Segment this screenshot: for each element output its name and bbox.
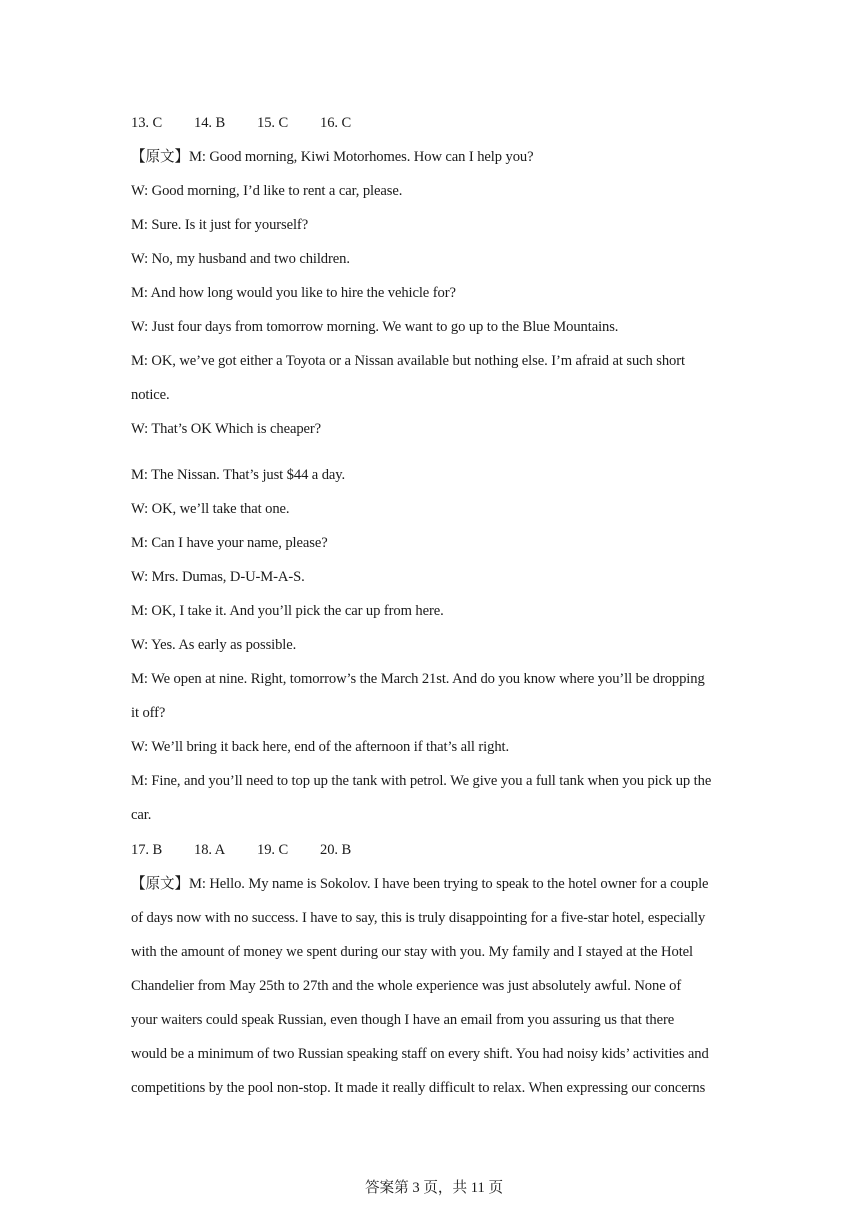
answer-15: 15. C [257,115,289,131]
page-footer: 答案第 3 页，共 11 页 [364,1180,504,1196]
transcript-line: W: That’s OK Which is cheaper? [131,421,322,437]
answer-20: 20. B [320,842,352,858]
answer-17: 17. B [131,842,163,858]
answer-18: 18. A [194,842,226,858]
transcript-line: W: Just four days from tomorrow morning. We want to go up to the Blue Mountains. [131,319,619,335]
transcript-line: car. [131,807,152,823]
transcript-line: notice. [131,387,170,403]
transcript-line: M: Can I have your name, please? [131,535,328,551]
transcript-line: with the amount of money we spent during our stay with you. My family and I stayed at the Hotel [131,944,693,960]
answer-13: 13. C [131,115,163,131]
transcript-line: M: And how long would you like to hire the vehicle for? [131,285,456,301]
answer-row-13-16 [131,113,351,133]
transcript-line: it off? [131,705,166,721]
transcript-line: M: The Nissan. That’s just $44 a day. [131,467,346,483]
answer-16: 16. C [320,115,352,131]
transcript-line: your waiters could speak Russian, even though I have an email from you assuring us that there [131,1012,675,1028]
transcript-line: W: OK, we’ll take that one. [131,501,290,517]
transcript-line: W: Good morning, I’d like to rent a car, please. [131,183,403,199]
transcript-line: M: We open at nine. Right, tomorrow’s the March 21st. And do you know where you’ll be dropping [131,671,705,687]
transcript-line: W: We’ll bring it back here, end of the afternoon if that’s all right. [131,739,510,755]
transcript-line: of days now with no success. I have to say, this is truly disappointing for a five-star hotel, especially [131,910,706,926]
transcript-line: M: OK, I take it. And you’ll pick the car up from here. [131,603,444,619]
transcript-line: M: Fine, and you’ll need to top up the tank with petrol. We give you a full tank when you pick up the [131,773,712,789]
answer-14: 14. B [194,115,226,131]
transcript-line: W: Mrs. Dumas, D-U-M-A-S. [131,569,305,585]
transcript-line: 【原文】M: Hello. My name is Sokolov. I have been trying to speak to the hotel owner for a couple [131,876,709,892]
transcript-line: competitions by the pool non-stop. It made it really difficult to relax. When expressing our concerns [131,1080,706,1096]
transcript-line: M: OK, we’ve got either a Toyota or a Nissan available but nothing else. I’m afraid at such short [131,353,685,369]
answer-row-17-20 [131,840,351,860]
transcript-line: M: Sure. Is it just for yourself? [131,217,309,233]
transcript-line: would be a minimum of two Russian speaking staff on every shift. You had noisy kids’ activities and [131,1046,709,1062]
transcript-line: Chandelier from May 25th to 27th and the whole experience was just absolutely awful. None of [131,978,682,994]
answer-19: 19. C [257,842,289,858]
transcript-line: W: Yes. As early as possible. [131,637,297,653]
transcript-line: 【原文】M: Good morning, Kiwi Motorhomes. How can I help you? [131,149,534,165]
transcript-line: W: No, my husband and two children. [131,251,350,267]
